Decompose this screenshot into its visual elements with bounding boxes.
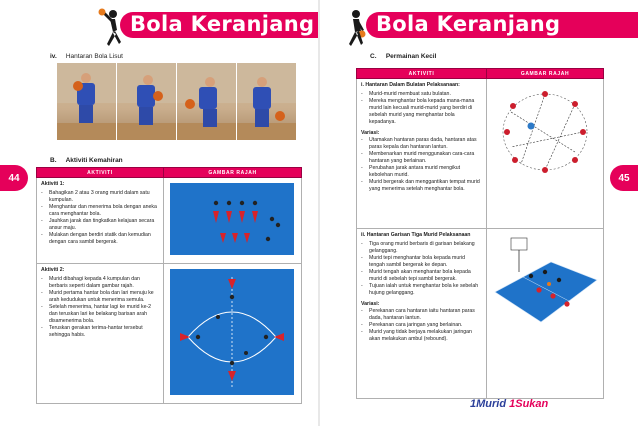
activity-1-title: Aktiviti 1:: [41, 181, 65, 187]
basketball-player-icon: [95, 8, 123, 48]
activity-2-diagram-cell: [164, 264, 302, 404]
left-banner: [120, 12, 318, 38]
activity-1-diagram: [168, 181, 296, 257]
small-game-2-variasi-item: - Perekanan cara jaringan yang berlainan.: [361, 322, 482, 329]
small-game-1-item: - Murid-murid membuat satu bulatan.: [361, 91, 482, 98]
small-game-2-variasi-title: Variasi:: [361, 301, 380, 308]
small-game-2-item: - Murid tepi menghantar bola kepada murid tengah sambil bergerak ke depan.: [361, 255, 482, 269]
activity-1-diagram-cell: [164, 178, 302, 264]
left-activity-table: [36, 167, 302, 404]
small-game-1-variasi-item: - Murid bergerak dan menggantikan tempat murid yang menerima setelah menghantar bola.: [361, 179, 482, 193]
activity-2-item: - Setelah menerima, hantar lagi ke murid ke-2 dan teruskan lari ke belakang barisan arah disamenerima bola.: [41, 304, 159, 325]
activity-2-item: - Teruskan gerakan terima-hantar tersebut sehingga habis.: [41, 325, 159, 339]
small-game-1-diagram-cell: [487, 79, 604, 229]
small-game-2-variasi-item: - Murid yang tidak berjaya melakukan jaringan akan melakukan ambul (rebound).: [361, 329, 482, 343]
section-iv-heading: [50, 53, 123, 60]
left-page-title: Bola Keranjang: [130, 12, 315, 36]
activity-2-item: - Murid dibahagi kepada 4 kumpulan dan berbaris seperti dalam gambar rajah.: [41, 276, 159, 290]
photo-4: [237, 63, 296, 140]
left-page-number: 44: [0, 165, 28, 191]
small-game-1-variasi-title: Variasi:: [361, 130, 380, 137]
section-iv-label: Hantaran Bola Lisut: [65, 53, 123, 60]
right-activity-table: [356, 68, 604, 399]
right-page-title: Bola Keranjang: [376, 12, 561, 36]
circle-passing-diagram: [491, 82, 599, 182]
small-game-1-variasi-item: - Perubahan jarak antara murid mengikut kebolehan murid.: [361, 165, 482, 179]
small-game-1-cell: [357, 79, 487, 229]
logo-part-2: 1Sukan: [509, 398, 549, 410]
left-col-diagram: GAMBAR RAJAH: [164, 168, 302, 178]
section-c-number: C.: [370, 53, 377, 60]
right-banner: [366, 12, 638, 38]
section-c-label: Permainan Kecil: [385, 53, 437, 60]
photo-3: [177, 63, 236, 140]
activity-2-item: - Murid pertama hantar bola dan lari menuju ke arah kedudukan untuk menerima semula.: [41, 290, 159, 304]
section-c-heading: [370, 53, 436, 60]
activity-1-cell: [37, 178, 164, 264]
small-game-2-diagram-cell: [487, 229, 604, 399]
activity-1-item: - Menghantar dan menerima bola dengan aneka cara menghantar bola.: [41, 204, 159, 218]
small-game-1-item: - Mereka menghantar bola kepada mana-mana murid lain kecuali murid-murid yang berdiri di sebelah murid yang menghantar bola kepadanya.: [361, 98, 482, 126]
section-b-number: B.: [50, 157, 57, 164]
small-game-2-item: - Tiga orang murid berbaris di garisan belakang gelanggang.: [361, 241, 482, 255]
right-page-number: 45: [610, 165, 638, 191]
activity-1-item: - Jauhkan jarak dan tingkatkan kelajuan secara ansur maju.: [41, 218, 159, 232]
activity-2-title: Aktiviti 2:: [41, 267, 65, 274]
1murid-1sukan-logo: [470, 398, 548, 410]
photo-2: [117, 63, 176, 140]
small-game-1-variasi-item: - Membenarkan murid menggunakan cara-cara hantaran yang berlainan.: [361, 151, 482, 165]
activity-2-cell: [37, 264, 164, 404]
left-col-activity: AKTIVITI: [37, 168, 164, 178]
activity-1-item: - Mulakan dengan berdiri statik dan kemudian dengan cara sambil bergerak.: [41, 232, 159, 246]
basketball-player-icon: [340, 8, 368, 48]
section-b-heading: [50, 157, 123, 164]
small-game-2-title: ii. Hantaran Garisan Tiga Murid Pelaksanaan: [361, 232, 471, 238]
small-game-1-variasi-item: - Utamakan hantaran paras dada, hantaran atas paras kepala dan hantaran lantun.: [361, 137, 482, 151]
right-col-activity: AKTIVITI: [357, 69, 487, 79]
activity-2-diagram: [168, 267, 296, 397]
small-game-1-title: i. Hantaran Dalam Bulatan Pelaksanaan:: [361, 82, 460, 88]
section-iv-number: iv.: [50, 53, 57, 60]
small-game-2-item: - Murid tengah akan menghantar bola kepada murid di sebelah tepi sambil bergerak.: [361, 269, 482, 283]
right-col-diagram: GAMBAR RAJAH: [487, 69, 604, 79]
logo-part-1: 1Murid: [470, 398, 507, 410]
photo-1: [57, 63, 116, 140]
small-game-2-cell: [357, 229, 487, 399]
small-game-2-variasi-item: - Perekanan cara hantaran iaitu hantaran paras dada, hantaran lantun.: [361, 308, 482, 322]
three-player-passing-diagram: [491, 232, 599, 328]
small-game-2-item: - Tujuan ialah untuk menghantar bola ke sebelah hujung gelanggang.: [361, 283, 482, 297]
section-b-label: Aktiviti Kemahiran: [65, 157, 123, 164]
activity-1-item: - Bahagikan 2 atau 3 orang murid dalam satu kumpulan.: [41, 190, 159, 204]
